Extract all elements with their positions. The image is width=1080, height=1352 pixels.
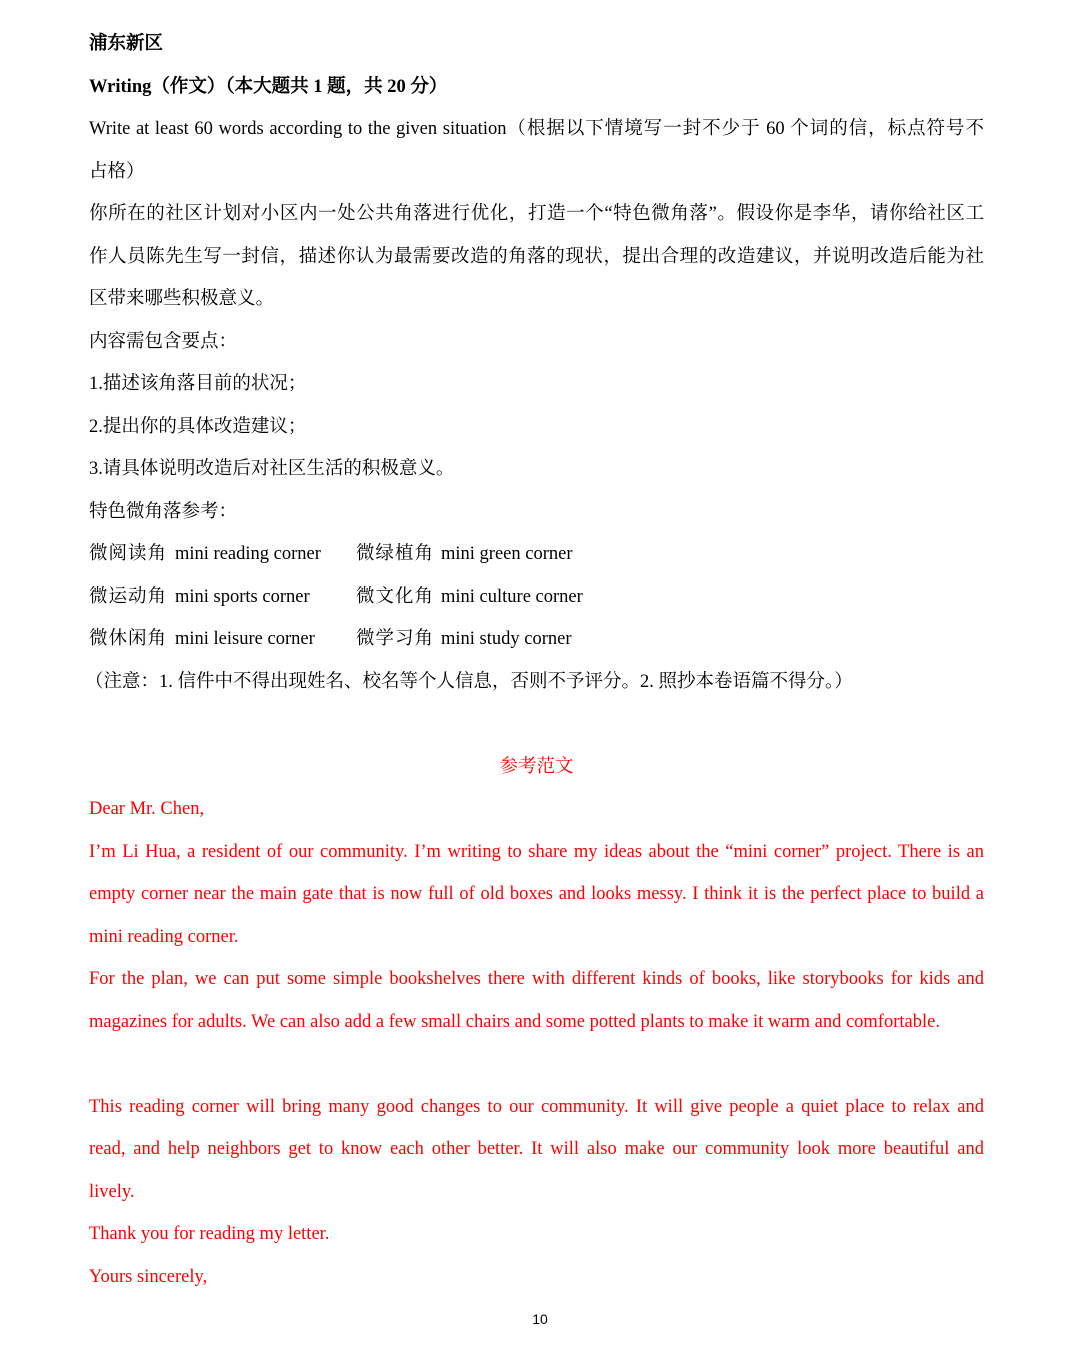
note: （注意：1. 信件中不得出现姓名、校名等个人信息，否则不予评分。2. 照抄本卷语篇不得分。）: [85, 672, 853, 692]
point-item: 2.提出你的具体改造建议；: [89, 417, 307, 437]
prompt-line-2: 作人员陈先生写一封信，描述你认为最需要改造的角落的现状，提出合理的改造建议，并说明改造后能为社: [89, 247, 984, 267]
letter-paragraph-3-line: lively.: [89, 1182, 135, 1202]
option-en-label: mini green corner: [441, 544, 573, 564]
option-en-label: mini study corner: [441, 629, 572, 649]
option-en-label: mini culture corner: [441, 587, 583, 607]
letter-paragraph-2-line: For the plan, we can put some simple bookshelves there with different kinds of books, like storybooks for kids and: [89, 969, 984, 989]
option-cn-label: 微休闲角: [89, 629, 168, 649]
points-title: 内容需包含要点：: [89, 332, 238, 352]
letter-greeting: Dear Mr. Chen,: [89, 799, 205, 819]
instruction-line-1: Write at least 60 words according to the given situation（根据以下情境写一封不少于 60 个词的信，标点符号不: [89, 119, 984, 139]
option-en-label: mini reading corner: [175, 544, 321, 564]
letter-paragraph-1-line: I’m Li Hua, a resident of our community. I’m writing to share my ideas about the “mini corner” project. There is an: [89, 842, 984, 862]
prompt-line-3: 区带来哪些积极意义。: [89, 289, 275, 309]
section-title: Writing（作文）（本大题共 1 题，共 20 分）: [89, 77, 448, 97]
option-cn-label: 微运动角: [89, 587, 168, 607]
letter-signoff: Yours sincerely,: [89, 1267, 208, 1287]
point-item: 3.请具体说明改造后对社区生活的积极意义。: [89, 459, 455, 479]
letter-closing: Thank you for reading my letter.: [89, 1224, 330, 1244]
option-en-label: mini leisure corner: [175, 629, 315, 649]
letter-paragraph-1-line: mini reading corner.: [89, 927, 239, 947]
letter-paragraph-2-line: magazines for adults. We can also add a few small chairs and some potted plants to make it warm and comfortable.: [89, 1012, 940, 1032]
district-heading: 浦东新区: [89, 34, 164, 54]
option-cn-label: 微阅读角: [89, 544, 168, 564]
prompt-line-1: 你所在的社区计划对小区内一处公共角落进行优化，打造一个“特色微角落”。假设你是李华，请你给社区工: [89, 204, 984, 224]
page-number: 10: [532, 1311, 548, 1327]
instruction-line-2: 占格）: [89, 162, 145, 182]
sample-title: 参考范文: [499, 757, 574, 777]
letter-paragraph-1-line: empty corner near the main gate that is now full of old boxes and looks messy. I think it is the perfect place to build a: [89, 884, 984, 904]
option-en-label: mini sports corner: [175, 587, 310, 607]
letter-paragraph-3-line: This reading corner will bring many good changes to our community. It will give people a quiet place to relax and: [89, 1097, 984, 1117]
option-cn-label: 微学习角: [356, 629, 435, 649]
letter-paragraph-3-line: read, and help neighbors get to know each other better. It will also make our community look more beautiful and: [89, 1139, 984, 1159]
point-item: 1.描述该角落目前的状况；: [89, 374, 307, 394]
option-cn-label: 微文化角: [356, 587, 435, 607]
option-cn-label: 微绿植角: [356, 544, 435, 564]
reference-title: 特色微角落参考：: [89, 502, 238, 522]
